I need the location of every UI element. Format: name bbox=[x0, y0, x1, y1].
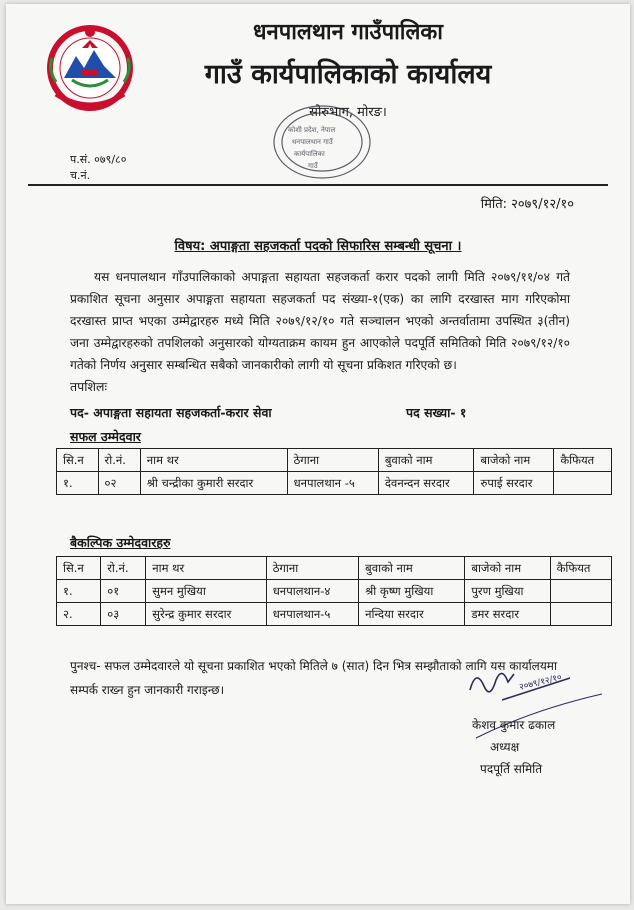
alternate-table bbox=[56, 556, 612, 626]
alternate-heading: बैकल्पिक उम्मेदवारहरु bbox=[70, 535, 171, 550]
cell-roll: ०३ bbox=[101, 603, 146, 626]
cell-remarks bbox=[550, 603, 611, 626]
col-roll: रो.नं. bbox=[101, 557, 146, 580]
col-name: नाम थर bbox=[146, 557, 267, 580]
cell-name: सुमन मुखिया bbox=[146, 580, 267, 603]
col-father: बुवाको नाम bbox=[359, 557, 465, 580]
committee-name: पदपूर्ति समिति bbox=[480, 762, 543, 776]
notice-body: यस धनपालथान गाँउपालिकाको अपाङ्गता सहायता सहजकर्ता करार पदको लागी मिति २०७९/११/०४ गते प्रकाशित सूचना अनुसार अपाङ्गता सहायता सहजकर्ता पद संख्या-१(एक) का लागि दरखास्त माग गरिएकोमा दरखास्त प्राप्त भएका उम्मेद्वारहरु मध्ये मिति २०७९/१२/१० गते सञ्चालन भएको अन्तर्वातामा उपस्थित ३(तीन) जना उम्मेद्वारहरुको तपशिलको अनुसारको योग्यताक्रम कायम हुन आएकोले पदपूर्ति समितिको मिति २०७९/१२/१० गतेको निर्णय अनुसार सम्बन्धित सबैको जानकारीको लागी यो सूचना प्रकिशत गरिएको छ। bbox=[70, 270, 570, 372]
col-name: नाम थर bbox=[140, 449, 287, 472]
table-header-row bbox=[57, 449, 612, 472]
cell-address: धनपालथान -५ bbox=[287, 472, 378, 495]
cell-father: देवनन्दन सरदार bbox=[378, 472, 474, 495]
municipality-name: धनपालथान गाउँपालिका bbox=[252, 19, 444, 45]
header-divider bbox=[28, 184, 608, 186]
cell-roll: ०१ bbox=[101, 580, 146, 603]
footnote: पुनश्च- सफल उम्मेदवारले यो सूचना प्रकाशित भएको मितिले ७ (सात) दिन भित्र सम्झौताको लागि यस कार्यालयमा सम्पर्क राख्न हुन जानकारी गराइन्छ। bbox=[70, 659, 558, 697]
cell-roll: ०२ bbox=[98, 472, 140, 495]
office-name: गाउँ कार्यपालिकाको कार्यालय bbox=[204, 59, 492, 90]
table-row bbox=[57, 603, 612, 626]
table-header-row bbox=[57, 557, 612, 580]
col-father: बुवाको नाम bbox=[378, 449, 474, 472]
handwritten-date: २०७९/१२/१० bbox=[518, 672, 563, 693]
col-address: ठेगाना bbox=[287, 449, 378, 472]
table-row bbox=[57, 472, 612, 495]
cell-address: धनपालथान-५ bbox=[266, 603, 358, 626]
document-page bbox=[6, 4, 630, 904]
table-row bbox=[57, 580, 612, 603]
cell-sn: १. bbox=[57, 472, 99, 495]
col-sn: सि.न bbox=[57, 557, 101, 580]
stamp-line-4: गाउँ bbox=[308, 162, 318, 170]
cell-grandfather: रुपाई सरदार bbox=[474, 472, 554, 495]
successful-table bbox=[56, 448, 612, 495]
col-roll: रो.नं. bbox=[98, 449, 140, 472]
cell-grandfather: पुरण मुखिया bbox=[465, 580, 550, 603]
col-sn: सि.न bbox=[57, 449, 99, 472]
office-stamp bbox=[268, 102, 376, 186]
office-address: सोरुभाग, मोरङ। bbox=[309, 105, 387, 120]
cell-address: धनपालथान-४ bbox=[266, 580, 358, 603]
cell-grandfather: डमर सरदार bbox=[465, 603, 550, 626]
letter-number: प.सं. ०७९/८० bbox=[70, 153, 127, 166]
signatory-title: अध्यक्ष bbox=[490, 740, 520, 754]
col-remarks: कैफियत bbox=[554, 449, 612, 472]
col-address: ठेगाना bbox=[266, 557, 358, 580]
cell-father: नन्दिया सरदार bbox=[359, 603, 465, 626]
stamp-line-2: धनपालथान गाउँ bbox=[292, 138, 333, 146]
cell-name: श्री चन्द्रीका कुमारी सरदार bbox=[140, 472, 287, 495]
successful-heading: सफल उम्मेदवार bbox=[70, 429, 141, 444]
cell-remarks bbox=[554, 472, 612, 495]
stamp-line-3: कार्यपालिका bbox=[294, 150, 325, 158]
signatory-name: केशव कुमार ढकाल bbox=[472, 718, 556, 732]
document-date: मिति: २०७९/१२/१० bbox=[480, 197, 574, 212]
col-grandfather: बाजेको नाम bbox=[465, 557, 550, 580]
dispatch-number: च.नं. bbox=[70, 169, 91, 182]
subject-text: विषय: अपाङ्गता सहजकर्ता पदको सिफारिस सम्बन्धी सूचना । bbox=[174, 239, 462, 254]
details-label: तपशिलः bbox=[70, 379, 107, 394]
cell-sn: २. bbox=[57, 603, 101, 626]
signature-mark bbox=[462, 660, 612, 750]
cell-name: सुरेन्द्र कुमार सरदार bbox=[146, 603, 267, 626]
col-remarks: कैफियत bbox=[550, 557, 611, 580]
cell-remarks bbox=[550, 580, 611, 603]
post-count: पद सख्या- १ bbox=[406, 405, 467, 420]
stamp-line-1: कोशी प्रदेश, नेपाल bbox=[288, 126, 336, 134]
subject-line bbox=[6, 236, 630, 254]
col-grandfather: बाजेको नाम bbox=[474, 449, 554, 472]
cell-sn: १. bbox=[57, 580, 101, 603]
cell-father: श्री कृष्ण मुखिया bbox=[359, 580, 465, 603]
post-label: पद- अपाङ्गता सहायता सहजकर्ता-करार सेवा bbox=[70, 405, 272, 420]
